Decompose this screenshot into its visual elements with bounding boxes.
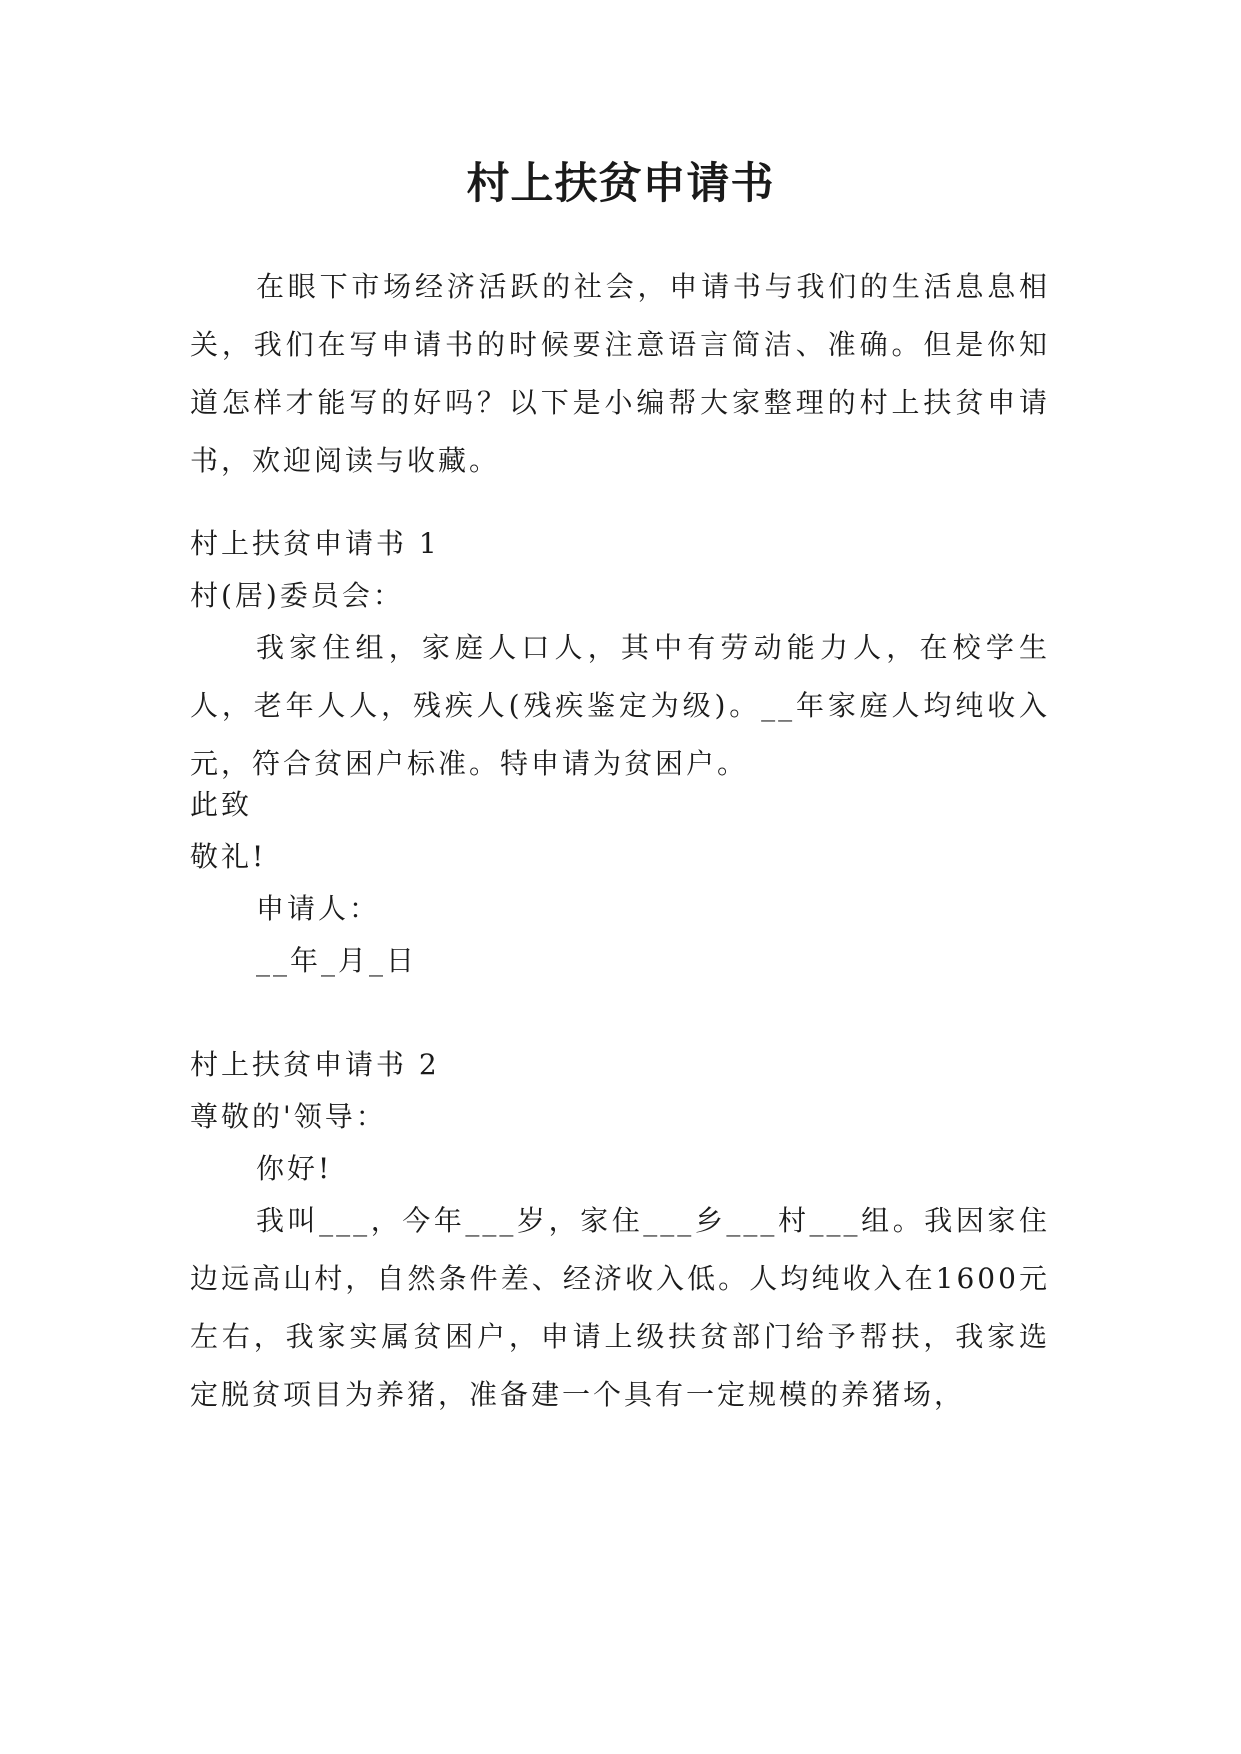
section-1-closing-2: 敬礼! [190, 840, 267, 873]
intro-paragraph: 在眼下市场经济活跃的社会，申请书与我们的生活息息相关，我们在写申请书的时候要注意语言简洁、准确。但是你知道怎样才能写的好吗？以下是小编帮大家整理的村上扶贫申请书，欢迎阅读与收藏。 [190, 270, 1050, 477]
section-1-date: __年_月_日 [256, 944, 418, 977]
section-1-salutation: 村(居)委员会： [190, 579, 404, 612]
section-1-body: 我家住组，家庭人口人，其中有劳动能力人，在校学生人，老年人人，残疾人(残疾鉴定为级)。__年家庭人均纯收入元，符合贫困户标准。特申请为贫困户。 [190, 631, 1050, 780]
section-2-body: 我叫___，今年___岁，家住___乡___村___组。我因家住边远高山村，自然条件差、经济收入低。人均纯收入在1600元左右，我家实属贫困户，申请上级扶贫部门给予帮扶，我家选定脱贫项目为养猪，准备建一个具有一定规模的养猪场， [190, 1204, 1050, 1411]
section-1-applicant: 申请人： [256, 892, 381, 925]
document-title: 村上扶贫申请书 [466, 159, 775, 209]
section-1-closing-1: 此致 [190, 788, 253, 821]
section-2-heading: 村上扶贫申请书 2 [190, 1048, 440, 1081]
section-2-greeting: 你好! [256, 1152, 333, 1185]
section-1-heading: 村上扶贫申请书 1 [190, 527, 440, 560]
section-2-salutation: 尊敬的'领导： [190, 1100, 387, 1133]
